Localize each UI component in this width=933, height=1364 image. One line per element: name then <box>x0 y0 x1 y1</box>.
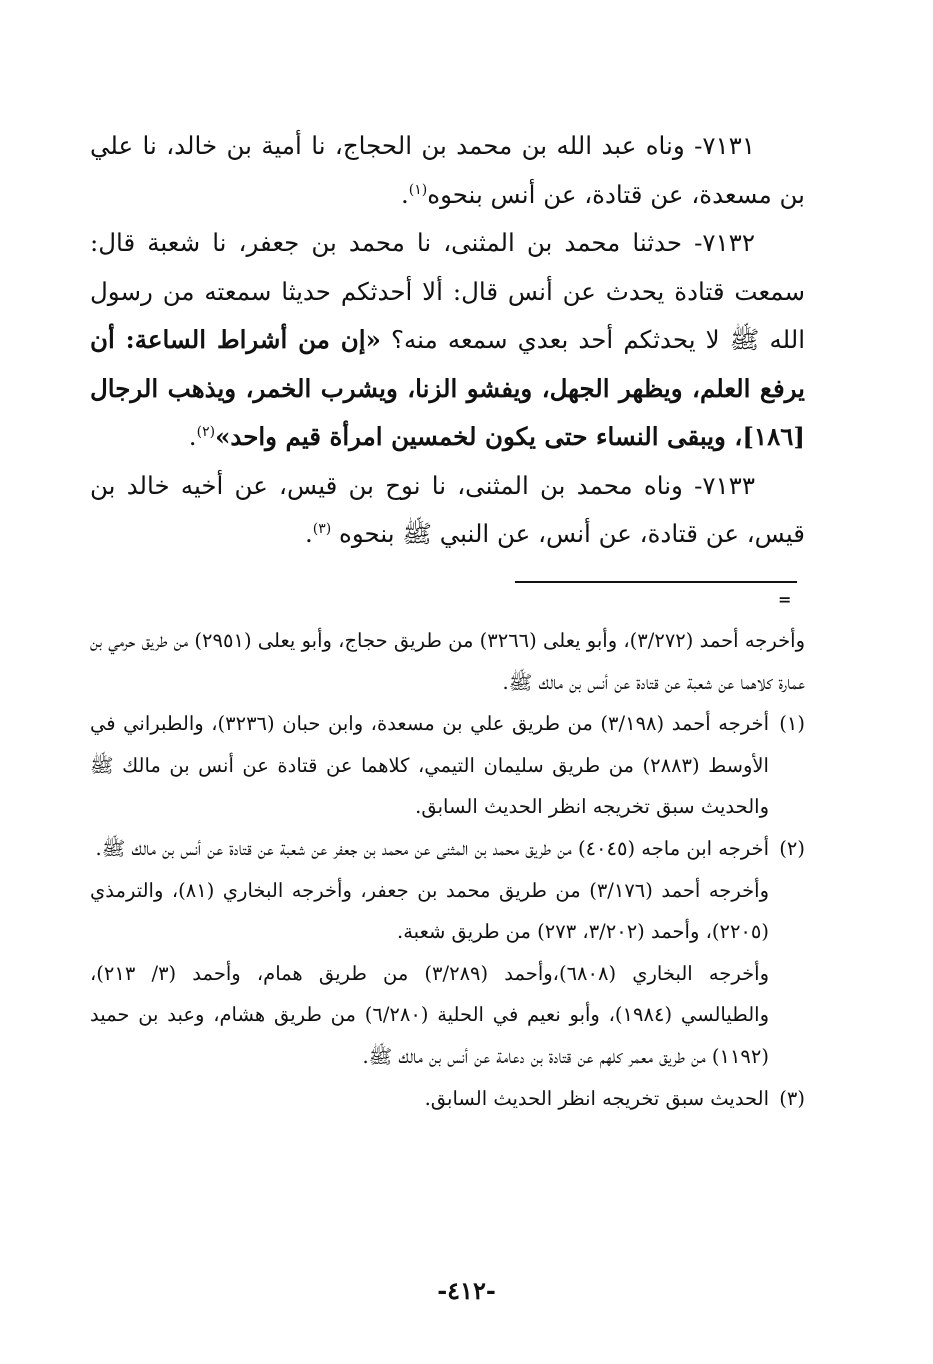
footnote-separator <box>515 581 797 583</box>
footnote-2-number: (٢) <box>779 836 805 860</box>
continuation-mark: = <box>778 590 792 609</box>
footnote-ref-2: (٢) <box>196 423 216 440</box>
hadith-7132-text: ٧١٣٢- حدثنا محمد بن المثنى، نا محمد بن جعفر، نا شعبة قال: سمعت قتادة يحدث عن أنس قال: ألا أحدثكم حديثا سمعته من رسول الله ﷺ لا يحدثكم أحد بعدي سمعه منه؟ <box>90 228 806 354</box>
main-text <box>90 122 805 559</box>
footnote-2 <box>90 828 805 870</box>
footnote-3-number: (٣) <box>779 1086 805 1110</box>
page-number: -٤١٢- <box>437 1276 496 1305</box>
hadith-7131 <box>90 122 805 219</box>
footnote-2-text: أخرجه ابن ماجه (٤٠٤٥) من طريق محمد بن المثنى عن محمد بن جعفر عن شعبة عن قتادة عن أنس بن مالك ﷺ. <box>95 836 769 860</box>
hadith-7131-text: ٧١٣١- وناه عبد الله بن محمد بن الحجاج، نا أمية بن خالد، نا علي بن مسعدة، عن قتادة، عن أنس بنحوه <box>90 131 805 209</box>
hadith-7133-end: . <box>305 519 313 548</box>
footnote-3-text: الحديث سبق تخريجه انظر الحديث السابق. <box>424 1086 769 1110</box>
footnote-2-extra-b: وأخرجه البخاري (٦٨٠٨)،وأحمد (٣/٢٨٩) من طريق همام، وأحمد (٣/ ٢١٣)، والطيالسي (١٩٨٤)، وأبو نعيم في الحلية (٦/٢٨٠) من طريق هشام، وعبد بن حميد (١١٩٢) من طريق معمر كلهم عن قتادة بن دعامة عن أنس بن مالك ﷺ. <box>90 961 770 1068</box>
footnotes <box>90 620 805 1119</box>
hadith-7132 <box>90 219 805 462</box>
hadith-7133 <box>90 462 805 559</box>
hadith-7131-end: . <box>400 179 409 209</box>
footnote-1-number: (١) <box>779 712 805 736</box>
hadith-7133-text: ٧١٣٣- وناه محمد بن المثنى، نا نوح بن قيس، عن أخيه خالد بن قيس، عن قتادة، عن أنس، عن النبي ﷺ بنحوه <box>90 470 805 548</box>
footnote-ref-1: (١) <box>408 181 428 198</box>
footnote-2-extra-a: وأخرجه أحمد (٣/١٧٦) من طريق محمد بن جعفر، وأخرجه البخاري (٨١)، والترمذي (٢٢٠٥)، وأحمد (٣/٢٠٢، ٢٧٣) من طريق شعبة. <box>90 878 769 944</box>
hadith-7132-matn: «إن من أشراط الساعة: أن يرفع العلم، ويظهر الجهل، ويفشو الزنا، ويشرب الخمر، ويذهب الرجال [١٨٦]، ويبقى النساء حتى يكون لخمسين امرأة قيم واحد» <box>90 325 805 451</box>
footnote-1-text: أخرجه أحمد (٣/١٩٨) من طريق علي بن مسعدة، وابن حبان (٣٢٣٦)، والطبراني في الأوسط (٢٨٨٣) من طريق سليمان التيمي، كلاهما عن قتادة عن أنس بن مالك ﷺ والحديث سبق تخريجه انظر الحديث السابق. <box>90 712 769 819</box>
footnote-ref-3: (٣) <box>312 520 332 537</box>
footnote-3 <box>90 1078 805 1120</box>
hadith-7132-end: . <box>188 422 197 451</box>
footnote-continuation: وأخرجه أحمد (٣/٢٧٢)، وأبو يعلى (٣٢٦٦) من طريق حجاج، وأبو يعلى (٢٩٥١) من طريق حرمي بن عمارة كلاهما عن شعبة عن قتادة عن أنس بن مالك ﷺ. <box>90 629 806 694</box>
footnote-1 <box>90 703 805 828</box>
